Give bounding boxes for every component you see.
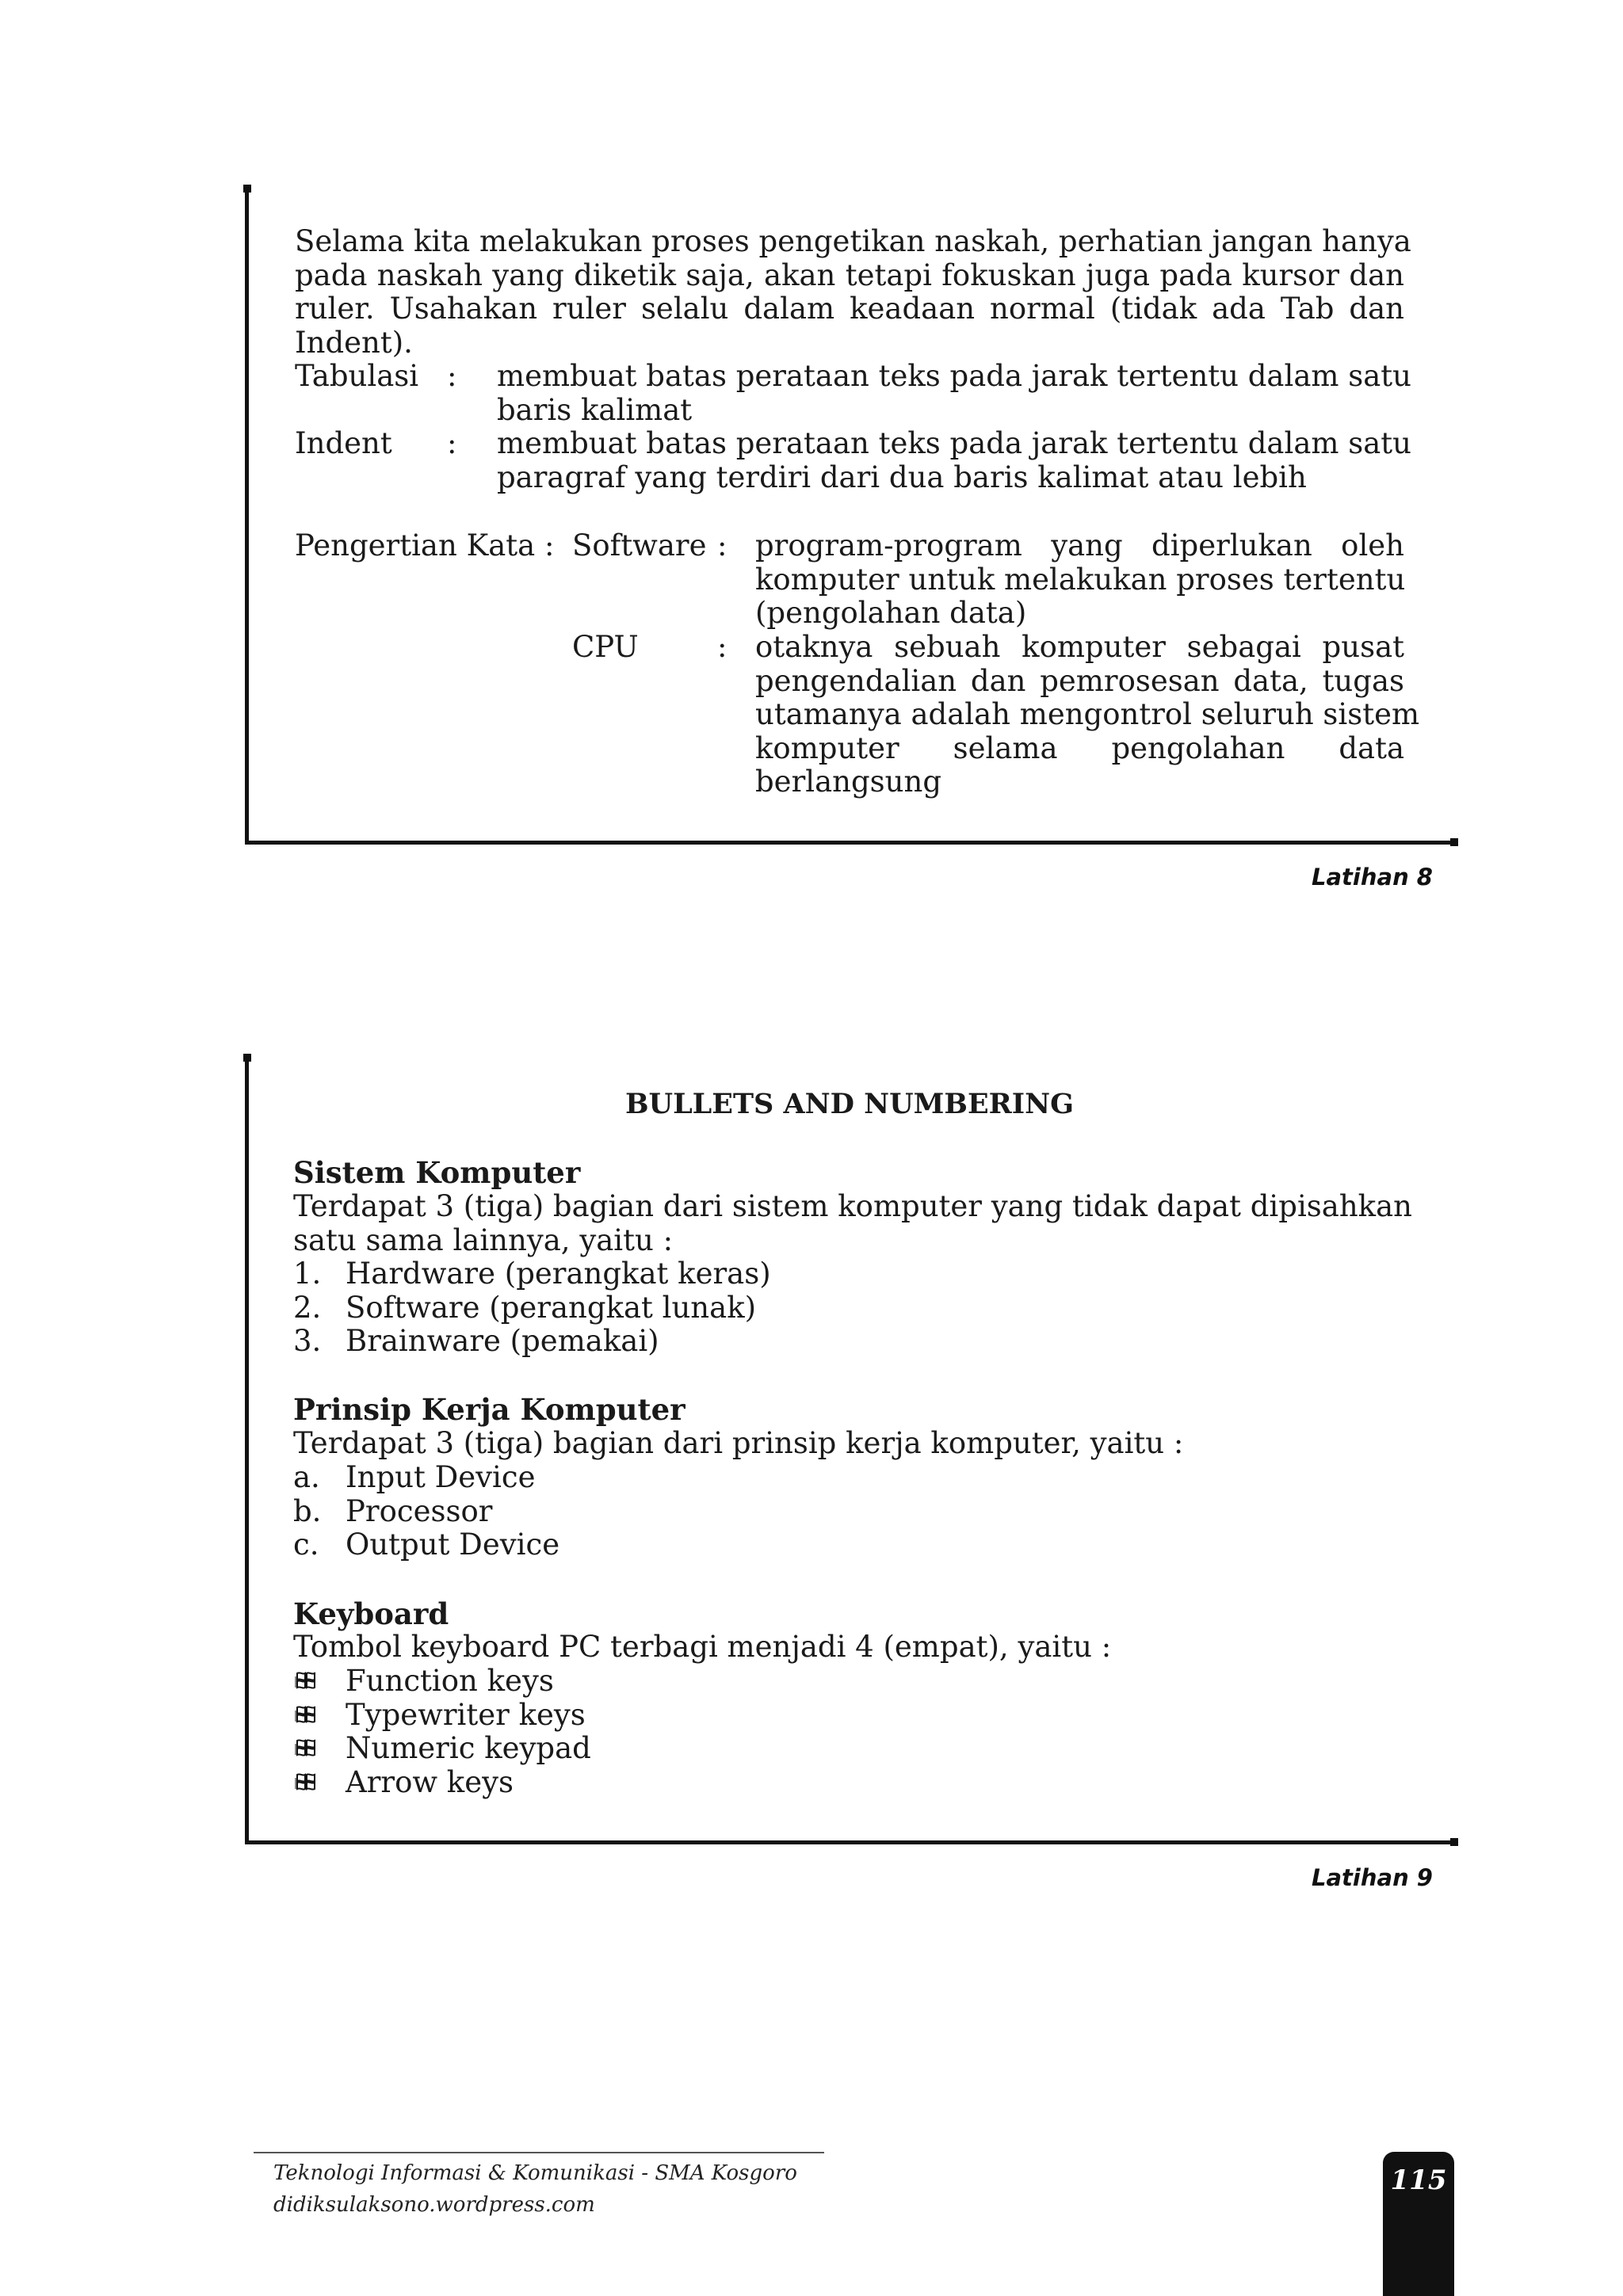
def-colon: :	[447, 359, 457, 393]
def-line: membuat batas perataan teks pada jarak tertentu dalam satu	[497, 359, 1411, 393]
list-item: Numeric keypad	[346, 1731, 591, 1765]
list-number: 1.	[293, 1257, 322, 1291]
prinsip-intro: Terdapat 3 (tiga) bagian dari prinsip kerja komputer, yaitu :	[293, 1426, 1184, 1460]
page-number: 115	[1390, 2164, 1447, 2196]
term-desc-cpu	[755, 630, 1420, 799]
term-line: utamanya adalah mengontrol seluruh sistem	[755, 697, 1420, 731]
term-line: komputer selama pengolahan data	[755, 730, 1404, 765]
def-line: membuat batas perataan teks pada jarak tertentu dalam satu	[497, 426, 1411, 460]
frame-left-border	[245, 190, 249, 845]
list-number: 3.	[293, 1324, 322, 1358]
intro-line: pada naskah yang diketik saja, akan tetapi fokuskan juga pada kursor dan	[295, 257, 1404, 292]
term-software: Software	[572, 528, 707, 563]
list-item: Brainware (pemakai)	[346, 1324, 659, 1358]
windows-flag-icon	[295, 1704, 317, 1725]
def-colon: :	[447, 426, 457, 460]
term-colon: :	[717, 630, 727, 664]
frame-corner-mark	[1450, 1838, 1458, 1846]
list-item: Processor	[346, 1494, 493, 1528]
frame-corner-mark	[1450, 838, 1458, 846]
term-line: pengendalian dan pemrosesan data, tugas	[755, 663, 1404, 698]
term-line: komputer untuk melakukan proses tertentu	[755, 562, 1406, 597]
list-item: Input Device	[346, 1460, 536, 1494]
list-number: 2.	[293, 1291, 322, 1325]
windows-flag-icon	[295, 1670, 317, 1691]
footer-website: didiksulaksono.wordpress.com	[273, 2193, 595, 2217]
sistem-intro-line: Terdapat 3 (tiga) bagian dari sistem komputer yang tidak dapat dipisahkan	[293, 1189, 1412, 1223]
intro-line: ruler. Usahakan ruler selalu dalam keadaan normal (tidak ada Tab dan	[295, 292, 1404, 326]
def-term-tabulasi: Tabulasi	[295, 359, 419, 393]
list-item: Arrow keys	[346, 1765, 514, 1799]
frame-bottom-border	[245, 1840, 1453, 1844]
term-line: berlangsung	[755, 765, 942, 799]
footer-book-title: Teknologi Informasi & Komunikasi - SMA Kosgoro	[273, 2161, 797, 2185]
term-line: otaknya sebuah komputer sebagai pusat	[755, 630, 1404, 664]
term-desc-software	[755, 529, 1404, 631]
footer-rule	[254, 2152, 824, 2153]
term-cpu: CPU	[572, 630, 639, 664]
latihan-9-label: Latihan 9	[1312, 1864, 1433, 1891]
def-line: baris kalimat	[497, 392, 693, 427]
pengertian-label: Pengertian Kata :	[295, 528, 555, 563]
latihan-8-label: Latihan 8	[1312, 864, 1433, 891]
def-term-indent: Indent	[295, 426, 392, 460]
frame-bottom-border	[245, 841, 1453, 845]
list-item: Typewriter keys	[346, 1698, 586, 1732]
def-desc-indent	[497, 426, 1411, 494]
intro-line: Indent).	[295, 325, 413, 360]
list-item: Output Device	[346, 1527, 560, 1562]
list-letter: c.	[293, 1527, 319, 1562]
term-line: program-program yang diperlukan oleh	[755, 528, 1404, 563]
list-item: Function keys	[346, 1664, 554, 1698]
def-line: paragraf yang terdiri dari dua baris kalimat atau lebih	[497, 460, 1307, 494]
prinsip-heading: Prinsip Kerja Komputer	[293, 1392, 685, 1427]
keyboard-intro: Tombol keyboard PC terbagi menjadi 4 (empat), yaitu :	[293, 1630, 1112, 1664]
intro-paragraph	[295, 224, 1411, 360]
term-line: (pengolahan data)	[755, 596, 1027, 630]
list-letter: a.	[293, 1460, 320, 1494]
list-item: Hardware (perangkat keras)	[346, 1257, 771, 1291]
windows-flag-icon	[295, 1772, 317, 1792]
def-desc-tabulasi	[497, 359, 1411, 427]
intro-line: Selama kita melakukan proses pengetikan naskah, perhatian jangan hanya	[295, 224, 1411, 258]
windows-flag-icon	[295, 1737, 317, 1758]
list-letter: b.	[293, 1494, 322, 1528]
keyboard-heading: Keyboard	[293, 1596, 449, 1631]
sistem-heading: Sistem Komputer	[293, 1155, 581, 1190]
list-item: Software (perangkat lunak)	[346, 1291, 757, 1325]
section-title: BULLETS AND NUMBERING	[624, 1088, 1075, 1120]
sistem-intro-line: satu sama lainnya, yaitu :	[293, 1223, 674, 1257]
frame-left-border	[245, 1059, 249, 1844]
term-colon: :	[717, 528, 727, 563]
